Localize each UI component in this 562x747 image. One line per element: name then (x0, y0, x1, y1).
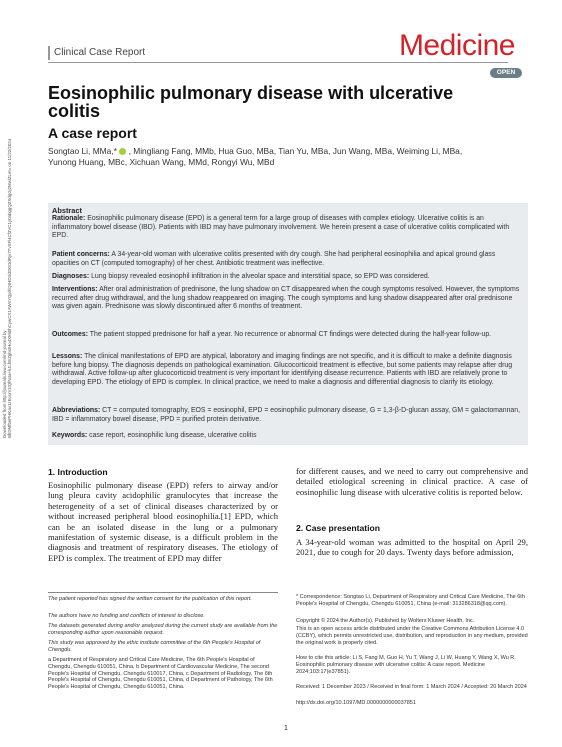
abstract-heading: Abstract (52, 206, 82, 215)
author-first: Songtao Li, MMa,* (48, 146, 117, 156)
intro-paragraph: Eosinophilic pulmonary disease (EPD) refers to airway and/or lung pleura cavity acidophilic granulocytes that increase the heterogeneity of a set of clinical diseases characterized by or without increased peripheral blood eosinophilia.[1] EPD, which can be an isolated disease in the lung or a pulmonary manifestation of systemic disease, is a difficult problem in the diagnosis and treatment of respiratory diseases. The etiology of EPD is complex. The treatment of EPD may differ (48, 480, 278, 563)
doi-link[interactable]: http://dx.doi.org/10.1097/MD.0000000000037851 (296, 700, 416, 706)
article-subtitle: A case report (48, 125, 137, 141)
footnote-correspondence: * Correspondence: Songtao Li, Department of Respiratory and Critical Care Medicine, The 6th People's Hospital of Chengdu, Chengdu 610051, China (e-mail: 313286318@qq.com). (296, 594, 525, 607)
footnote-ethics: This study was approved by the ethic institute committee of the 6th People's Hospital of Chengdu. (48, 640, 261, 653)
abstract-lessons: Lessons: The clinical manifestations of EPD are atypical, laboratory and imaging findings are not specific, and it is difficult to make a definite diagnosis before lung biopsy. The diagnosis depends on pathological examination. Glucocorticoid treatment is effective, but some patients may relapse after drug withdrawal. Active follow-up after glucocorticoid treatment is very important for identifying disease recurrence. Patients with IBD are relatively prone to developing EPD. The etiology of EPD is complex. In clinical practice, we need to make a diagnosis and differential diagnosis to clarify its etiology. (52, 353, 513, 386)
page-number: 1 (284, 725, 288, 732)
abstract-outcomes: Outcomes: The patient stopped prednisone for half a year. No recurrence or abnormal CT findings were detected during the half-year follow-up. (52, 331, 492, 338)
footnote-copyright: Copyright © 2024 the Author(s). Published by Wolters Kluwer Health, Inc. (296, 618, 475, 624)
case-heading: 2. Case presentation (296, 523, 381, 533)
download-side-note: Downloaded from http://journals.lww.com/md-journal by BhDMf5ePHKav1zEoum1tQfN4a+kJLhEZgbsIHo4XMi0hCywCX1AWnYQp/IlQrHD3i3D0OdRyi7TvSFl4Cf3VC1y0abggQZXdgGj2MwlZLeI= on 11/22/2024 (2, 138, 12, 438)
footnote-citation: How to cite this article: Li S, Fang M, Guo H, Yu T, Wang J, Li W, Huang Y, Wang X, Wu R. Eosinophilic pulmonary disease with ulcerative colitis: A case report. Medicine 2024;103:17(e37851). (296, 655, 516, 675)
author-list (48, 146, 528, 168)
footnote-affiliations: a Department of Respiratory and Critical Care Medicine, The 6th People's Hospital of Chengdu, Chengdu 610051, China, b Department of Cardiovascular Medicine, The second People's Hospital of Chengdu, Chengdu 610017, China, c Department of Radiology, The 6th People's Hospital of Chengdu, Chengdu 610051, China, d Department of Pathology, The 6th People's Hospital of Chengdu, Chengdu 610051, China. (48, 657, 273, 691)
footnote-data: The datasets generated during and/or analyzed during the current study are available from the corresponding author upon reasonable request. (48, 623, 278, 636)
footnote-license: This is an open access article distributed under the Creative Commons Attribution License 4.0 (CCBY), which permits unrestricted use, distribution, and reproduction in any medium, provided the original work is properly cited. (296, 626, 528, 646)
open-access-badge: OPEN (490, 68, 522, 78)
abstract-keywords: Keywords: case report, eosinophilic lung disease, ulcerative colitis (52, 432, 257, 439)
abstract-concerns: Patient concerns: A 34-year-old woman with ulcerative colitis presented with dry cough. She had peripheral eosinophilia and apical ground glass opacities on CT (computed tomography) of her chest. Antibiotic treatment was ineffective. (52, 251, 496, 267)
title-line-2: colitis (48, 101, 101, 121)
article-title (48, 84, 518, 120)
right-col-paragraph: for different causes, and we need to carry out comprehensive and detailed etiological screening in clinical practice. A case of eosinophilic lung disease with ulcerative colitis is reported below. (296, 466, 528, 497)
journal-logo: Medicine (398, 29, 515, 62)
footnote-received: Received: 1 December 2023 / Received in final form: 1 March 2024 / Accepted: 20 March 2024 (296, 684, 527, 690)
case-paragraph: A 34-year-old woman was admitted to the hospital on April 29, 2021, due to cough for 20 days. Twenty days before admission, (296, 537, 528, 558)
section-tag: Clinical Case Report (48, 46, 214, 60)
footnote-funding: The authors have no funding and conflicts of interest to disclose. (48, 613, 205, 619)
author-line-2: Yunong Huang, MBc, Xichuan Wang, MMd, Rongyi Wu, MBd (48, 157, 275, 167)
orcid-icon[interactable] (119, 148, 126, 155)
footnote-consent: The patient reported has signed the written consent for the publication of this report. (48, 596, 252, 602)
author-rest: , Mingliang Fang, MMb, Hua Guo, MBa, Tian Yu, MBa, Jun Wang, MBa, Weiming Li, MBa, (128, 146, 463, 156)
footnote-divider (48, 592, 278, 593)
title-line-1: Eosinophilic pulmonary disease with ulcerative (48, 83, 454, 103)
abstract-rationale: Rationale: Eosinophilic pulmonary disease (EPD) is a general term for a large group of diseases with complex etiology. Ulcerative colitis is an inflammatory bowel disease (IBD). Patients with IBD may have pulmonary involvement. We herein present a case of ulcerative colitis complicated with EPD. (52, 215, 510, 240)
intro-heading: 1. Introduction (48, 467, 108, 477)
abstract-interventions: Interventions: After oral administration of prednisone, the lung shadow on CT disappeared when the cough symptoms resolved. However, the symptoms recurred after drug withdrawal, and the lung shadow reappeared on imaging. The cough symptoms and lung shadow disappeared after oral prednisone was given again. Prednisone was slowly discontinued after 6 months of treatment. (52, 286, 520, 311)
abstract-diagnoses: Diagnoses: Lung biopsy revealed eosinophil infiltration in the alveolar space and interstitial space, so EPD was considered. (52, 273, 430, 280)
abstract-abbreviations: Abbreviations: CT = computed tomography, EOS = eosinophil, EPD = eosinophilic pulmonary disease, G = 1,3-β-D-glucan assay, GM = galactomannan, IBD = inflammatory bowel disease, PPD = purified protein derivative. (52, 407, 520, 423)
